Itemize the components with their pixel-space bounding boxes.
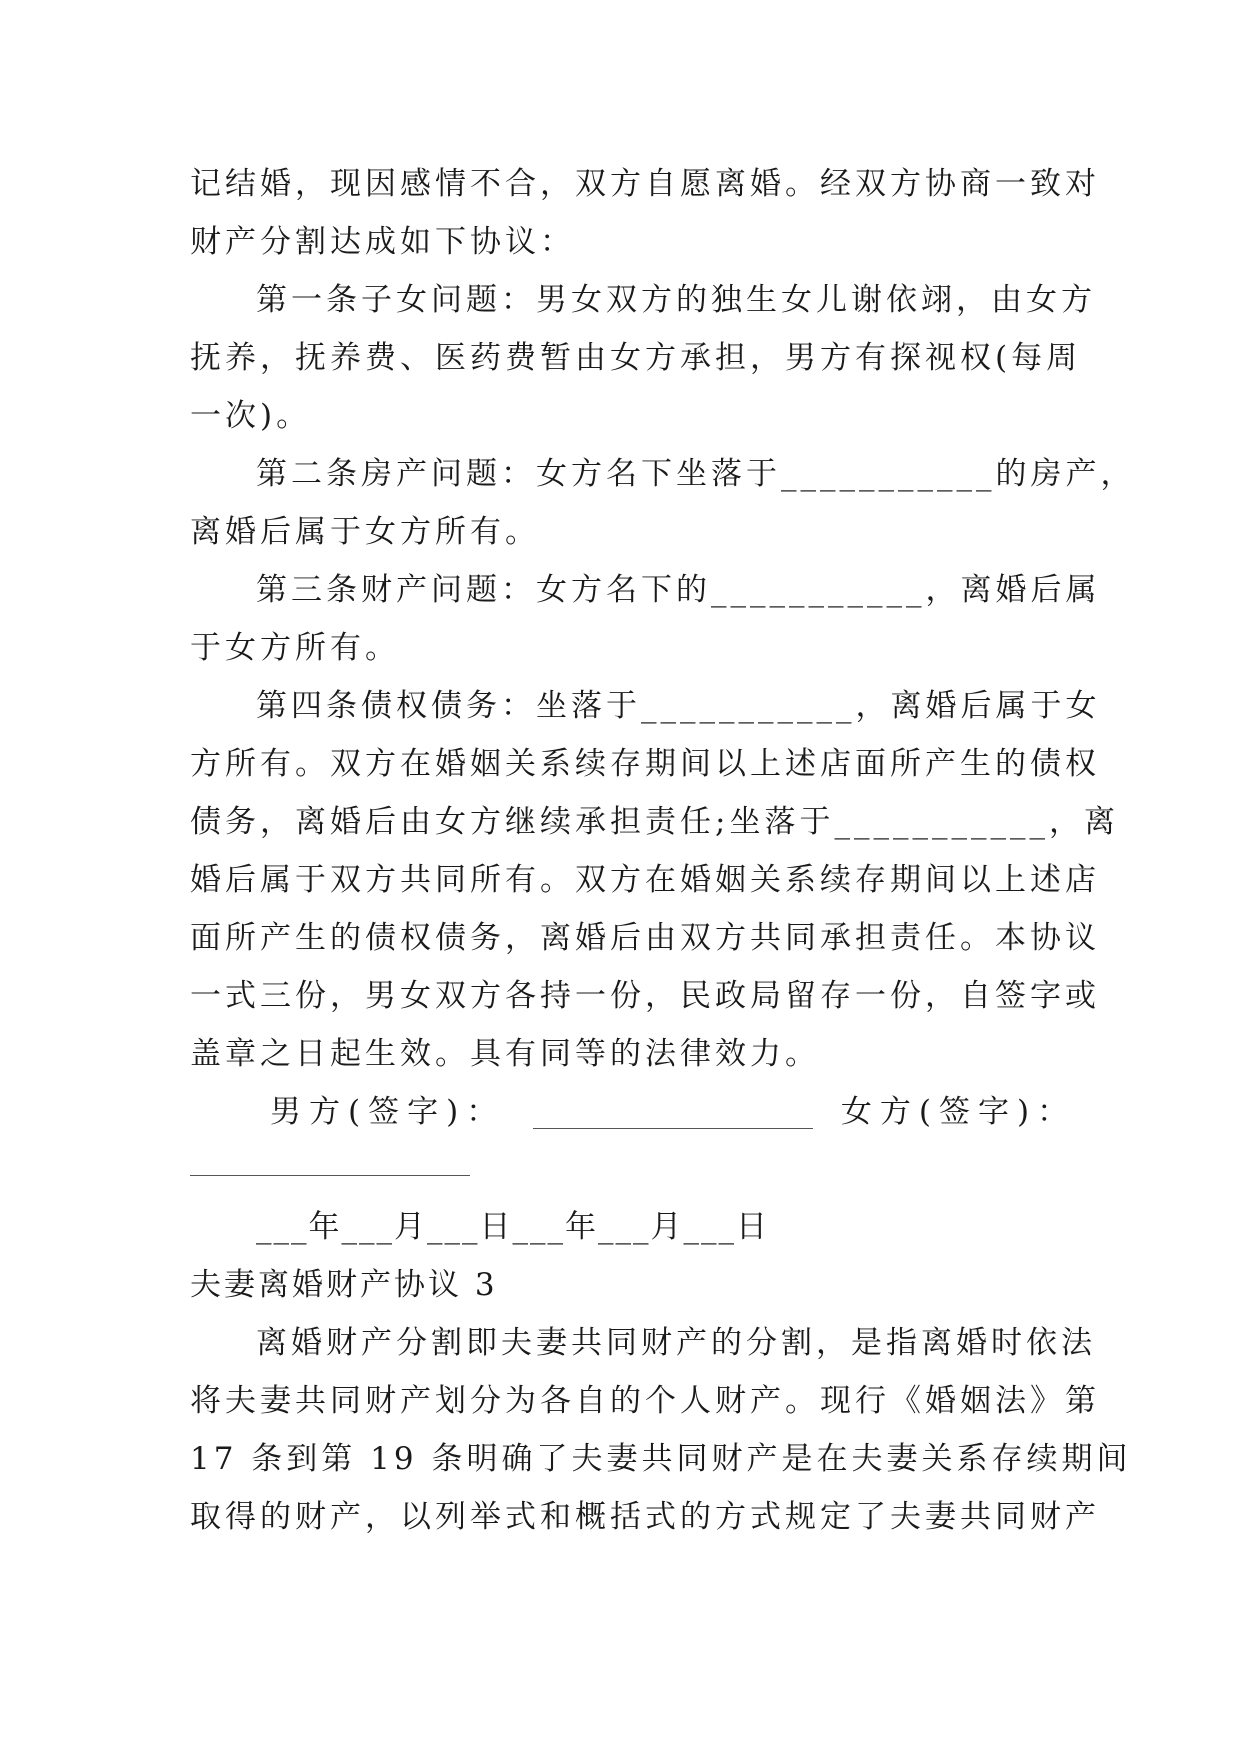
- female-signature-field[interactable]: [190, 1141, 470, 1176]
- document-page: [190, 155, 1136, 1546]
- section-paragraph-line: 取得的财产，以列举式和概括式的方式规定了夫妻共同财产: [190, 1499, 1100, 1535]
- paragraph-line: 一式三份，男女双方各持一份，民政局留存一份，自签字或: [190, 978, 1100, 1014]
- paragraph-line: 抚养，抚养费、医药费暂由女方承担，男方有探视权(每周: [190, 340, 1082, 376]
- signature-line: [190, 1083, 1077, 1141]
- paragraph-line: 一次)。: [190, 398, 312, 434]
- male-signature-label: 男方(签字)：: [270, 1094, 506, 1130]
- date-line: ___年___月___日___年___月___日: [256, 1209, 769, 1245]
- section-title: 夫妻离婚财产协议 3: [190, 1267, 498, 1303]
- paragraph-line: 离婚后属于女方所有。: [190, 514, 540, 550]
- clause-4-line: 第四条债权债务：坐落于___________，离婚后属于女: [256, 688, 1101, 724]
- paragraph-line: 面所产生的债权债务，离婚后由双方共同承担责任。本协议: [190, 920, 1100, 956]
- section-paragraph-line: 将夫妻共同财产划分为各自的个人财产。现行《婚姻法》第: [190, 1383, 1100, 1419]
- paragraph-line: 盖章之日起生效。具有同等的法律效力。: [190, 1036, 820, 1072]
- clause-1-line: 第一条子女问题：男女双方的独生女儿谢依翊，由女方: [256, 282, 1096, 318]
- clause-3-line: 第三条财产问题：女方名下的___________，离婚后属: [256, 572, 1101, 608]
- paragraph-line: 财产分割达成如下协议：: [190, 224, 575, 260]
- paragraph-line: 方所有。双方在婚姻关系续存期间以上述店面所产生的债权: [190, 746, 1100, 782]
- section-paragraph-line: 17 条到第 19 条明确了夫妻共同财产是在夫妻关系存续期间: [190, 1441, 1132, 1477]
- male-signature-field[interactable]: [533, 1098, 813, 1129]
- female-signature-label: 女方(签字)：: [840, 1094, 1077, 1130]
- clause-2-line: 第二条房产问题：女方名下坐落于___________的房产，: [256, 456, 1136, 492]
- section-paragraph-line: 离婚财产分割即夫妻共同财产的分割，是指离婚时依法: [256, 1325, 1096, 1361]
- paragraph-line: 于女方所有。: [190, 630, 400, 666]
- paragraph-line: 婚后属于双方共同所有。双方在婚姻关系续存期间以上述店: [190, 862, 1100, 898]
- paragraph-line: 记结婚，现因感情不合，双方自愿离婚。经双方协商一致对: [190, 166, 1100, 202]
- paragraph-line: 债务，离婚后由女方继续承担责任;坐落于___________，离: [190, 804, 1119, 840]
